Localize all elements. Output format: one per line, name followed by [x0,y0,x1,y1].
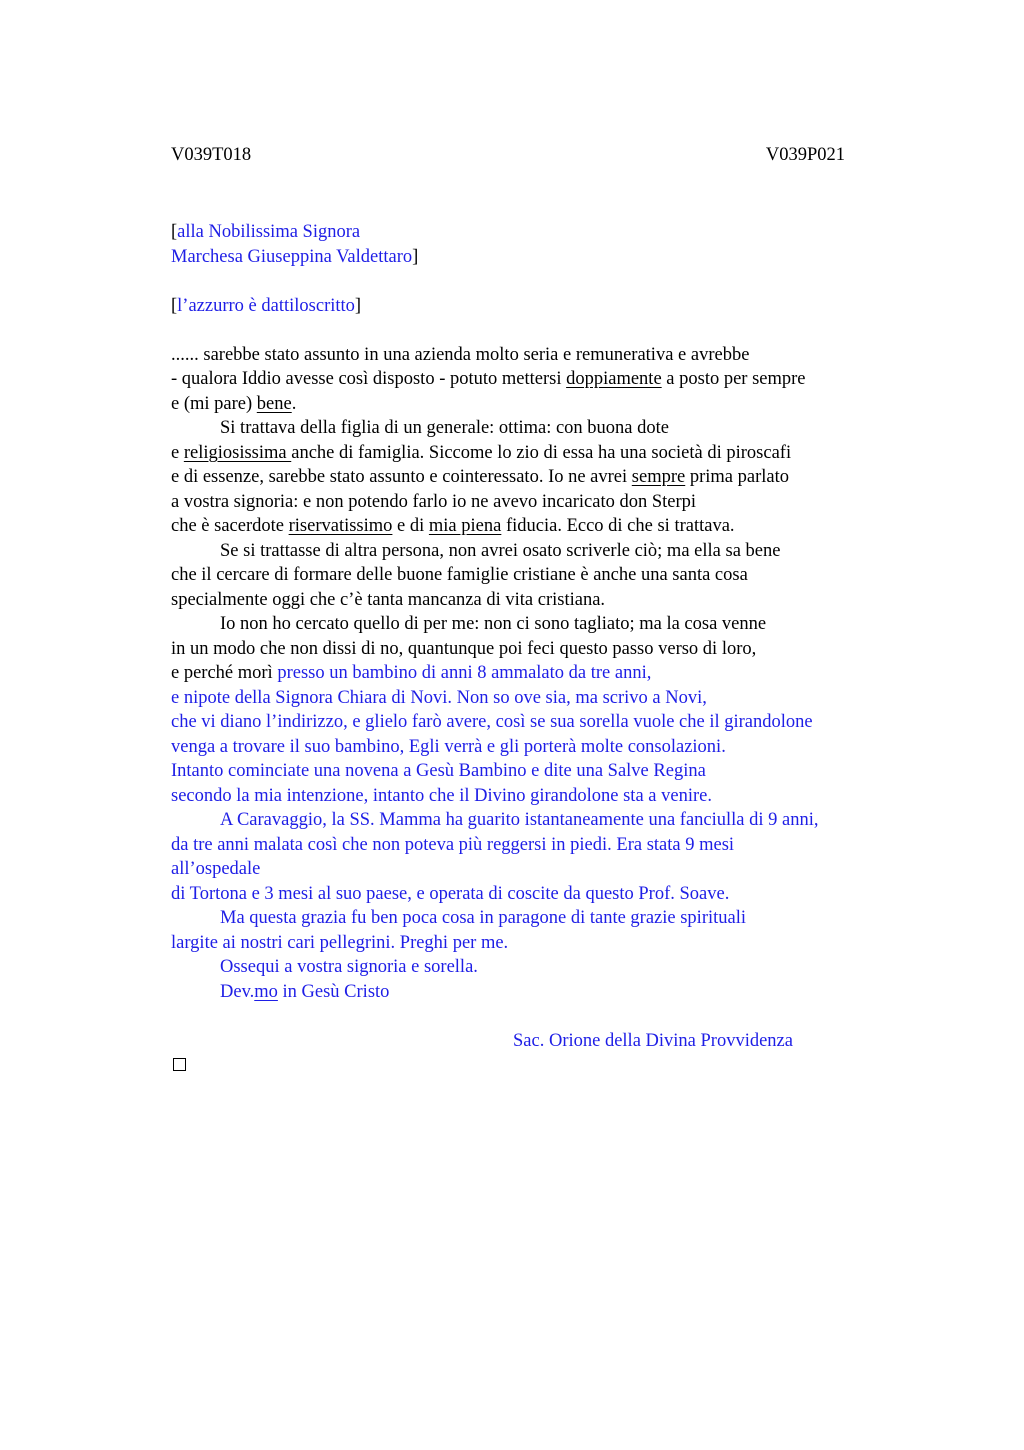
typed-line: all’ospedale [171,859,261,879]
archive-code-right: V039P021 [765,145,845,165]
text-run: e (mi pare) [171,393,257,414]
text-run: e di [392,516,429,536]
text-run: e di essenze, sarebbe stato assunto e cointeressato. Io ne avrei [171,467,632,487]
address-bracket-open: [ [171,222,178,242]
underlined-word: bene [256,393,292,414]
address-line-2 [171,245,931,270]
underlined-word: doppiamente [566,369,662,389]
typed-line: di Tortona e 3 mesi al suo paese, e operata di coscite da questo Prof. Soave. [171,883,730,904]
text-run: e perché morì [171,663,278,683]
typed-line: A Caravaggio, la SS. Mamma ha guarito istantaneamente una fanciulla di 9 anni, [220,810,819,830]
spacer [171,1004,931,1029]
typed-line: secondo la mia intenzione, intanto che il Divino girandolone sta a venire. [171,785,712,806]
closing-line [171,980,931,1005]
archive-codes [171,145,845,171]
end-mark-line [171,1053,931,1078]
closing-text: in Gesù Cristo [277,981,390,1002]
text-line: che il cercare di formare delle buone famiglie cristiane è anche una santa cosa [171,565,748,585]
text-run: prima parlato [685,467,789,487]
text-run: fiducia. Ecco di che si trattava. [501,516,735,536]
note-bracket-close: ] [354,295,362,316]
address-bracket-close: ] [412,246,419,267]
typed-line: largite ai nostri cari pellegrini. Preghi per me. [171,932,509,953]
typed-line: che vi diano l’indirizzo, e glielo farò avere, così se sua sorella vuole che il girandolone [171,712,813,732]
text-run: che è sacerdote [171,516,289,536]
typed-line: da tre anni malata così che non poteva più reggersi in piedi. Era stata 9 mesi [171,834,735,855]
text-line [171,392,931,417]
text-line [171,465,931,490]
underlined-word: sempre [631,467,686,487]
typed-text-run: presso un bambino di anni 8 ammalato da tre anni, [277,663,652,683]
text-line: ...... sarebbe stato assunto in una azienda molto seria e remunerativa e avrebbe [171,344,750,365]
text-line [171,441,931,466]
text-run: anche di famiglia. Siccome lo zio di essa ha una società di piroscafi [291,442,792,463]
text-line: Io non ho cercato quello di per me: non ci sono tagliato; ma la cosa venne [220,614,767,634]
text-run: - qualora Iddio avesse così disposto - potuto mettersi [171,369,567,389]
text-run: . [291,393,297,414]
typed-line: e nipote della Signora Chiara di Novi. Non so ove sia, ma scrivo a Novi, [171,687,707,708]
typed-line: Ossequi a vostra signoria e sorella. [220,957,478,977]
text-line [171,367,931,392]
text-line: Se si trattasse di altra persona, non avrei osato scriverle ciò; ma ella sa bene [220,540,781,561]
square-icon [173,1058,186,1071]
underlined-word: mo [254,981,278,1002]
editorial-note [171,294,931,319]
underlined-word: religiosissima [183,442,292,463]
typed-line: venga a trovare il suo bambino, Egli verrà e gli porterà molte consolazioni. [171,736,726,757]
text-line: specialmente oggi che c’è tanta mancanza di vita cristiana. [171,589,606,610]
text-line: Si trattava della figlia di un generale: ottima: con buona dote [220,418,669,438]
text-line: in un modo che non dissi di no, quantunque poi feci questo passo verso di loro, [171,638,757,659]
typed-line: Ma questa grazia fu ben poca cosa in paragone di tante grazie spirituali [220,908,747,928]
text-line [171,514,931,539]
spacer [171,318,931,343]
closing-text: Dev. [220,981,255,1002]
note-bracket-open: [ [171,295,178,316]
signature: Sac. Orione della Divina Provvidenza [513,1030,793,1051]
archive-code-left: V039T018 [171,145,252,165]
address-line-1 [171,220,931,245]
underlined-word: mia piena [428,516,502,536]
text-run: e [171,442,184,463]
typed-line: Intanto cominciate una novena a Gesù Bambino e dite una Salve Regina [171,761,706,781]
address-name: Marchesa Giuseppina Valdettaro [171,246,413,267]
text-line: a vostra signoria: e non potendo farlo io ne avevo incaricato don Sterpi [171,491,697,512]
address-recipient: alla Nobilissima Signora [177,222,361,242]
note-text: l’azzurro è dattiloscritto [177,295,355,316]
underlined-word: riservatissimo [288,516,393,536]
spacer [171,269,931,294]
letter-body [171,220,931,1078]
text-run: a posto per sempre [661,369,806,389]
text-line [171,661,931,686]
